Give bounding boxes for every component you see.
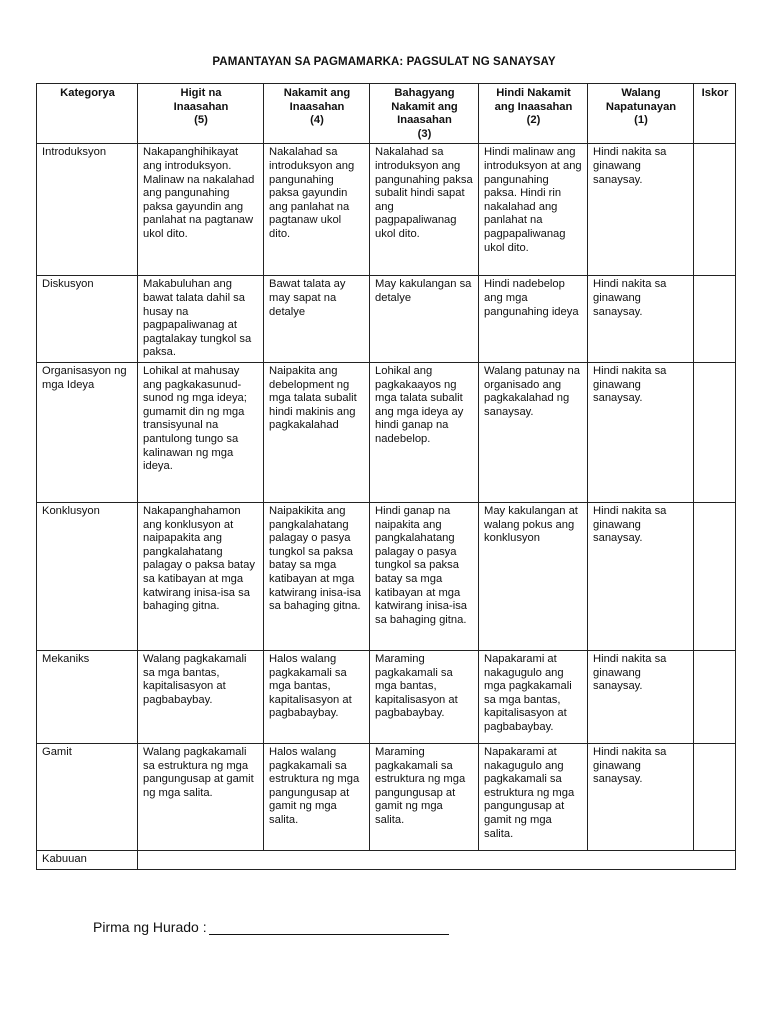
table-row [37,362,736,502]
header-higit-na-inaasahan: Higit na Inaasahan (5) [138,84,264,144]
criteria-cell: Naipakita ang debelopment ng mga talata subalit hindi makinis ang pagkakalahad [264,362,370,502]
score-cell [694,144,736,276]
criteria-cell: Hindi nakita sa ginawang sanaysay. [588,144,694,276]
table-row [37,276,736,363]
document-title: PAMANTAYAN SA PAGMAMARKA: PAGSULAT NG SANAYSAY [212,56,556,68]
score-cell [694,650,736,743]
score-cell [694,743,736,850]
criteria-cell: Maraming pagkakamali sa mga bantas, kapitalisasyon at pagbabaybay. [370,650,479,743]
criteria-cell: Nakapanghihikayat ang introduksyon. Malinaw na nakalahad ang pangunahing paksa gayundin ang panlahat na pagtanaw ukol dito. [138,144,264,276]
header-walang-napatunayan: Walang Napatunayan (1) [588,84,694,144]
criteria-cell: Hindi nakita sa ginawang sanaysay. [588,276,694,363]
category-cell: Gamit [37,743,138,850]
header-iskor: Iskor [694,84,736,144]
score-cell [694,276,736,363]
criteria-cell: Napakarami at nakagugulo ang mga pagkakamali sa mga bantas, kapitalisasyon at pagbabaybay. [479,650,588,743]
criteria-cell: Makabuluhan ang bawat talata dahil sa husay na pagpapaliwanag at pagtalakay tungkol sa paksa. [138,276,264,363]
criteria-cell: Bawat talata ay may sapat na detalye [264,276,370,363]
criteria-cell: Hindi nakita sa ginawang sanaysay. [588,502,694,650]
category-cell: Konklusyon [37,502,138,650]
header-row [37,84,736,144]
table-row [37,743,736,850]
score-cell [694,502,736,650]
criteria-cell: May kakulangan sa detalye [370,276,479,363]
header-kategorya: Kategorya [37,84,138,144]
criteria-cell: Hindi ganap na naipakita ang pangkalahatang palagay o pasya tungkol sa paksa batay sa mga katibayan at mga katwirang inisa-isa sa bahaging gitna. [370,502,479,650]
signature-label: Pirma ng Hurado : [93,919,207,935]
criteria-cell: Walang pagkakamali sa estruktura ng mga pangungusap at gamit ng mga salita. [138,743,264,850]
criteria-cell: Lohikal ang pagkakaayos ng mga talata subalit ang mga ideya ay hindi ganap na nadebelop. [370,362,479,502]
criteria-cell: Lohikal at mahusay ang pagkakasunud-sunod ng mga ideya; gumamit din ng mga transisyunal na pantulong tungo sa kalinawan ng mga ideya. [138,362,264,502]
signature-blank [209,920,449,935]
criteria-cell: Hindi nadebelop ang mga pangunahing ideya [479,276,588,363]
category-cell: Mekaniks [37,650,138,743]
criteria-cell: Nakalahad sa introduksyon ang pangunahing paksa gayundin ang panlahat na pagtanaw ukol dito. [264,144,370,276]
table-row [37,650,736,743]
criteria-cell: Naipakikita ang pangkalahatang palagay o pasya tungkol sa paksa batay sa mga katibayan at mga katwirang inisa-isa sa bahaging gitna. [264,502,370,650]
criteria-cell: Walang patunay na organisado ang pagkakalahad ng sanaysay. [479,362,588,502]
signature-line [93,919,449,935]
header-bahagyang-nakamit: Bahagyang Nakamit ang Inaasahan (3) [370,84,479,144]
rubric-table [36,83,736,870]
criteria-cell: May kakulangan at walang pokus ang konklusyon [479,502,588,650]
criteria-cell: Hindi nakita sa ginawang sanaysay. [588,743,694,850]
criteria-cell: Walang pagkakamali sa mga bantas, kapitalisasyon at pagbabaybay. [138,650,264,743]
criteria-cell: Hindi nakita sa ginawang sanaysay. [588,362,694,502]
total-value-cell [138,850,736,869]
header-nakamit-ang-inaasahan: Nakamit ang Inaasahan (4) [264,84,370,144]
criteria-cell: Napakarami at nakagugulo ang pagkakamali sa estruktura ng mga pangungusap at gamit ng mga salita. [479,743,588,850]
category-cell: Introduksyon [37,144,138,276]
criteria-cell: Halos walang pagkakamali sa mga bantas, kapitalisasyon at pagbabaybay. [264,650,370,743]
table-row [37,144,736,276]
criteria-cell: Halos walang pagkakamali sa estruktura ng mga pangungusap at gamit ng mga salita. [264,743,370,850]
criteria-cell: Nakalahad sa introduksyon ang pangunahing paksa subalit hindi sapat ang pagpapaliwanag ukol dito. [370,144,479,276]
criteria-cell: Hindi nakita sa ginawang sanaysay. [588,650,694,743]
criteria-cell: Maraming pagkakamali sa estruktura ng mga pangungusap at gamit ng mga salita. [370,743,479,850]
score-cell [694,362,736,502]
total-label: Kabuuan [37,850,138,869]
criteria-cell: Nakapanghahamon ang konklusyon at naipapakita ang pangkalahatang palagay o paksa batay sa katibayan at mga katwirang inisa-isa sa bahaging gitna. [138,502,264,650]
criteria-cell: Hindi malinaw ang introduksyon at ang pangunahing paksa. Hindi rin nakalahad ang panlahat na pagpapaliwanag ukol dito. [479,144,588,276]
total-row [37,850,736,869]
category-cell: Organisasyon ng mga Ideya [37,362,138,502]
header-hindi-nakamit: Hindi Nakamit ang Inaasahan (2) [479,84,588,144]
table-row [37,502,736,650]
category-cell: Diskusyon [37,276,138,363]
